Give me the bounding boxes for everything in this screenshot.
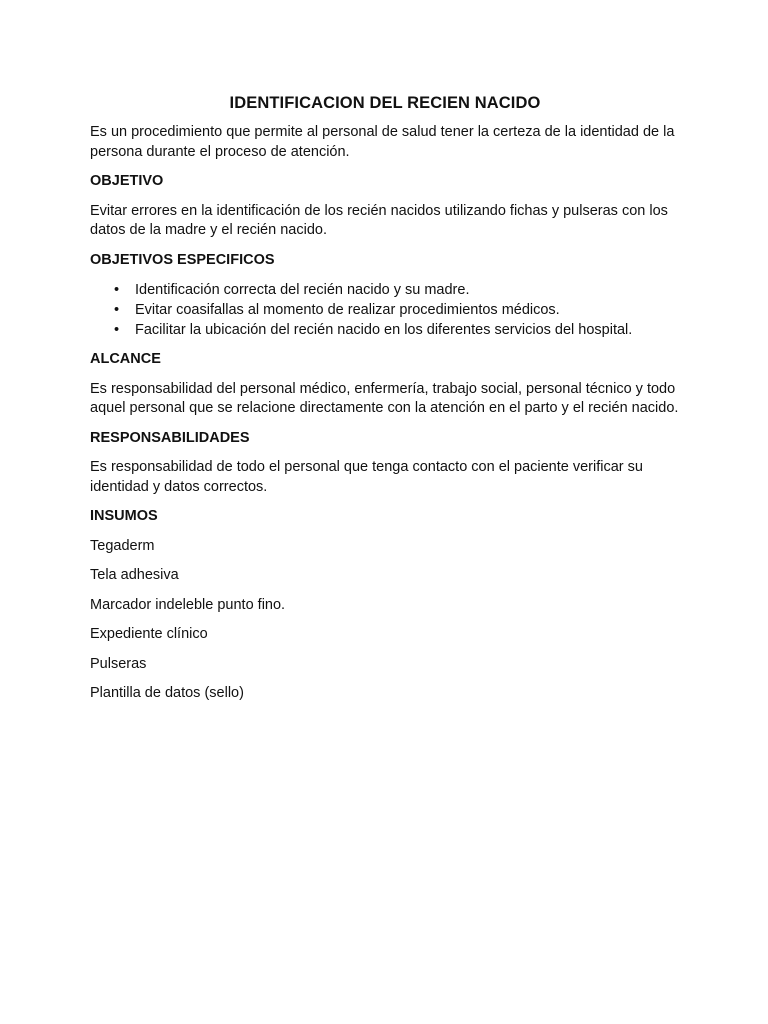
document-title: IDENTIFICACION DEL RECIEN NACIDO bbox=[229, 94, 541, 112]
list-item-text: Facilitar la ubicación del recién nacido en los diferentes servicios del hospital. bbox=[135, 322, 633, 338]
responsabilidades-heading: RESPONSABILIDADES bbox=[90, 429, 250, 446]
insumo-item: Marcador indeleble punto fino. bbox=[90, 596, 286, 613]
responsabilidades-paragraph: Es responsabilidad de todo el personal que tenga contacto con el paciente verificar su identidad y datos correctos. bbox=[90, 459, 643, 495]
insumo-item: Pulseras bbox=[90, 655, 147, 672]
objetivos-especificos-list bbox=[90, 280, 680, 340]
insumo-item: Tegaderm bbox=[90, 537, 155, 554]
document-page bbox=[90, 94, 680, 714]
insumo-item: Tela adhesiva bbox=[90, 567, 179, 583]
bullet-icon: • bbox=[114, 302, 120, 318]
list-item-text: Evitar coasifallas al momento de realizar procedimientos médicos. bbox=[135, 302, 560, 318]
objetivo-paragraph: Evitar errores en la identificación de los recién nacidos utilizando fichas y pulseras con los datos de la madre y el recién nacido. bbox=[90, 202, 668, 238]
alcance-paragraph: Es responsabilidad del personal médico, enfermería, trabajo social, personal técnico y todo aquel personal que se relacione directamente con la atención en el parto y el recién nacido. bbox=[90, 380, 679, 416]
insumo-item: Plantilla de datos (sello) bbox=[90, 685, 244, 701]
bullet-icon: • bbox=[114, 282, 120, 298]
list-item-text: Identificación correcta del recién nacido y su madre. bbox=[135, 282, 470, 298]
insumos-heading: INSUMOS bbox=[90, 508, 158, 524]
insumo-item: Expediente clínico bbox=[90, 626, 208, 642]
list-item bbox=[90, 280, 680, 300]
objetivo-heading: OBJETIVO bbox=[90, 173, 164, 189]
alcance-heading: ALCANCE bbox=[90, 351, 161, 367]
list-item bbox=[90, 300, 680, 320]
objetivos-especificos-heading: OBJETIVOS ESPECIFICOS bbox=[90, 251, 275, 268]
list-item bbox=[90, 320, 680, 340]
intro-paragraph: Es un procedimiento que permite al personal de salud tener la certeza de la identidad de la persona durante el proceso de atención. bbox=[90, 124, 675, 160]
bullet-icon: • bbox=[114, 322, 120, 338]
